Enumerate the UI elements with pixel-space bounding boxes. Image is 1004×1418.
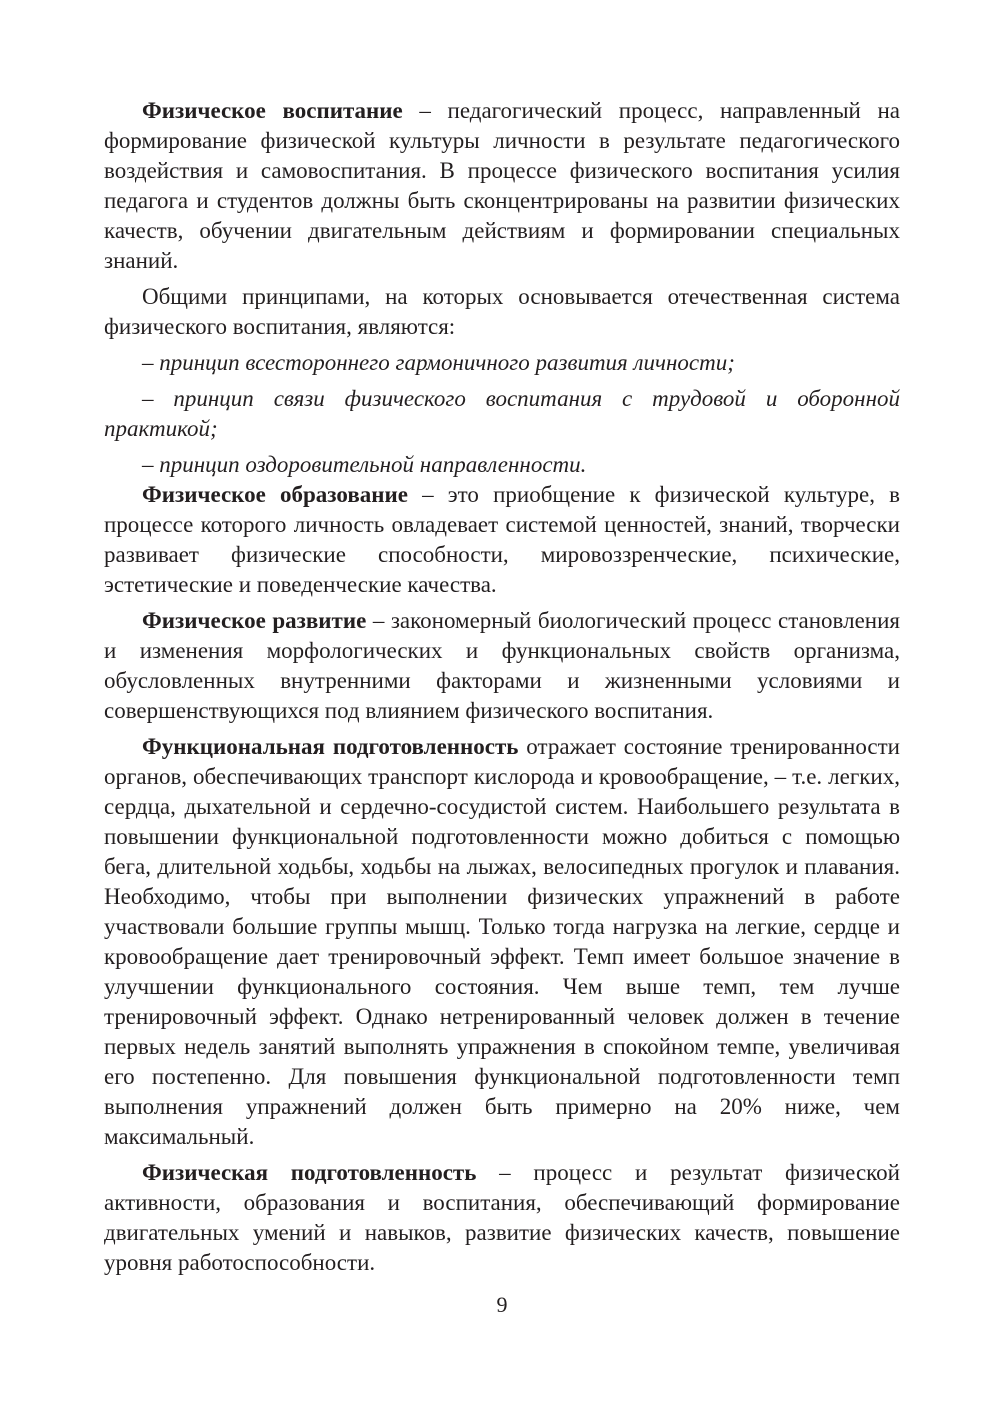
paragraph-physical-fitness: [104, 1158, 900, 1278]
page-body: [104, 96, 900, 1284]
paragraph-physical-education: [104, 96, 900, 276]
page-number: 9: [496, 1292, 508, 1317]
definition-physical-development: – закономерный биологический процесс становления и изменения морфологических и функциональных свойств организма, обусловленных внутренними факторами и жизненными условиями и совершенствующихся под влиянием физического воспитания.: [104, 608, 900, 723]
term-physical-development: Физическое развитие: [142, 608, 367, 633]
principle-3-text: – принцип оздоровительной направленности.: [142, 452, 587, 477]
list-item-principle-1: [104, 348, 900, 378]
term-physical-fitness: Физическая подготовленность: [142, 1160, 477, 1185]
principle-2-text: – принцип связи физического воспитания с трудовой и оборонной практикой;: [104, 386, 900, 441]
list-item-principle-2: [104, 384, 900, 444]
definition-functional-fitness: отражает состояние тренированности органов, обеспечивающих транспорт кислорода и кровообращение, – т.е. легких, сердца, дыхательной и сердечно-сосудистой систем. Наибольшего результата в повышении функциональной подготовленности можно добиться с помощью бега, длительной ходьбы, ходьбы на лыжах, велосипедных прогулок и плавания. Необходимо, чтобы при выполнении физических упражнений в работе участвовали большие группы мышц. Только тогда нагрузка на легкие, сердце и кровообращение дает тренировочный эффект. Темп имеет большое значение в улучшении функционального состояния. Чем выше темп, тем лучше тренировочный эффект. Однако нетренированный человек должен в течение первых недель занятий выполнять упражнения в спокойном темпе, увеличивая его постепенно. Для повышения функциональной подготовленности темп выполнения упражнений должен быть примерно на 20% ниже, чем максимальный.: [104, 734, 900, 1149]
list-item-principle-3: [104, 450, 900, 480]
paragraph-physical-development: [104, 606, 900, 726]
paragraph-principles-intro: [104, 282, 900, 342]
definition-physical-fitness: – процесс и результат физической активности, образования и воспитания, обеспечивающий формирование двигательных умений и навыков, развитие физических качеств, повышение уровня работоспособности.: [104, 1160, 900, 1275]
definition-physical-education: – педагогический процесс, направленный на формирование физической культуры личности в результате педагогического воздействия и самовоспитания. В процессе физического воспитания усилия педагога и студентов должны быть сконцентрированы на развитии физических качеств, обучении двигательным действиям и формировании специальных знаний.: [104, 98, 900, 273]
principles-intro-text: Общими принципами, на которых основывается отечественная система физического воспитания, являются:: [104, 284, 900, 339]
term-physical-education: Физическое воспитание: [142, 98, 403, 123]
definition-physical-education-formal: – это приобщение к физической культуре, в процессе которого личность овладевает системой ценностей, знаний, творчески развивает физические способности, мировоззренческие, психические, эстетические и поведенческие качества.: [104, 482, 900, 597]
principle-1-text: – принцип всестороннего гармоничного развития личности;: [142, 350, 735, 375]
paragraph-physical-education-formal: [104, 480, 900, 600]
term-functional-fitness: Функциональная подготовленность: [142, 734, 519, 759]
paragraph-functional-fitness: [104, 732, 900, 1152]
term-physical-education-formal: Физическое образование: [142, 482, 408, 507]
